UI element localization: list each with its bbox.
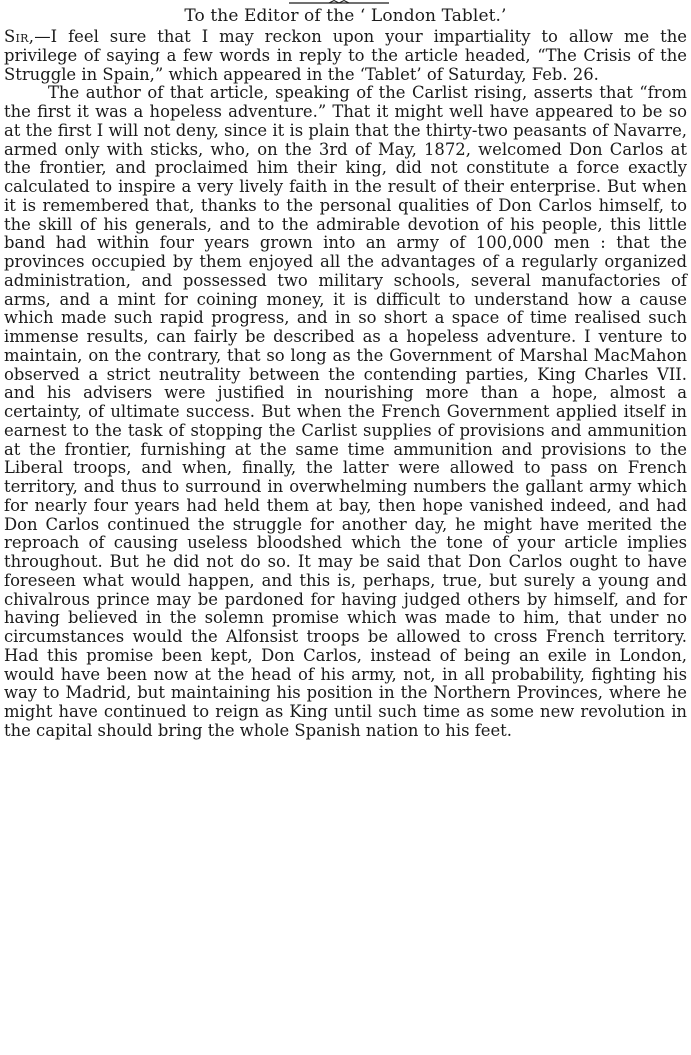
paragraph-1-text: —I feel sure that I may reckon upon your impartiality to allow me the privilege of saying a few words in reply to the article headed, “The Crisis of the Struggle in Spain,” which appeared in the ‘Tablet’ of Saturday, Feb. 26. bbox=[4, 27, 687, 84]
letter-body bbox=[4, 28, 687, 741]
newspaper-clipping bbox=[4, 0, 687, 1055]
letter-heading: To the Editor of the ‘ London Tablet.’ bbox=[184, 6, 507, 26]
paragraph-2: The author of that article, speaking of the Carlist rising, asserts that “from the first it was a hopeless adventure.” That it might well have appeared to be so at the first I will not deny, since it is plain that the thirty-two peasants of Navarre, armed only with sticks, who, on the 3rd of May, 1872, welcomed Don Carlos at the frontier, and proclaimed him their king, did not constitute a force exactly calculated to inspire a very lively faith in the result of their enterprise. But when it is remembered that, thanks to the personal qualities of Don Carlos himself, to the skill of his generals, and to the admirable devotion of his people, this little band had within four years grown into an army of 100,000 men : that the provinces occupied by them enjoyed all the advantages of a regularly organized administration, and possessed two military schools, several manufactories of arms, and a mint for coining money, it is difficult to understand how a cause which made such rapid progress, and in so short a space of time realised such immense results, can fairly be described as a hopeless adventure. I venture to maintain, on the contrary, that so long as the Government of Marshal MacMahon observed a strict neutrality between the contending parties, King Charles VII. and his advisers were justified in nourishing more than a hope, almost a certainty, of ultimate success. But when the French Government applied itself in earnest to the task of stopping the Carlist supplies of provisions and ammunition at the frontier, furnishing at the same time ammunition and provisions to the Liberal troops, and when, finally, the latter were allowed to pass on French territory, and thus to surround in overwhelming numbers the gallant army which for nearly four years had held them at bay, then hope vanished indeed, and had Don Carlos continued the struggle for another day, he might have merited the reproach of causing useless bloodshed which the tone of your article implies throughout. But he did not do so. It may be said that Don Carlos ought to have foreseen what would happen, and this is, perhaps, true, but surely a young and chivalrous prince may be pardoned for having judged others by himself, and for having believed in the solemn promise which was made to him, that under no circumstances would the Alfonsist troops be allowed to cross French territory. Had this promise been kept, Don Carlos, instead of being an exile in London, would have been now at the head of his army, not, in all probability, fighting his way to Madrid, but maintaining his position in the Northern Provinces, where he might have continued to reign as King until such time as some new revolution in the capital should bring the whole Spanish nation to his feet. bbox=[4, 83, 687, 740]
salutation: Sir, bbox=[4, 27, 35, 46]
paragraph-1 bbox=[4, 28, 687, 84]
